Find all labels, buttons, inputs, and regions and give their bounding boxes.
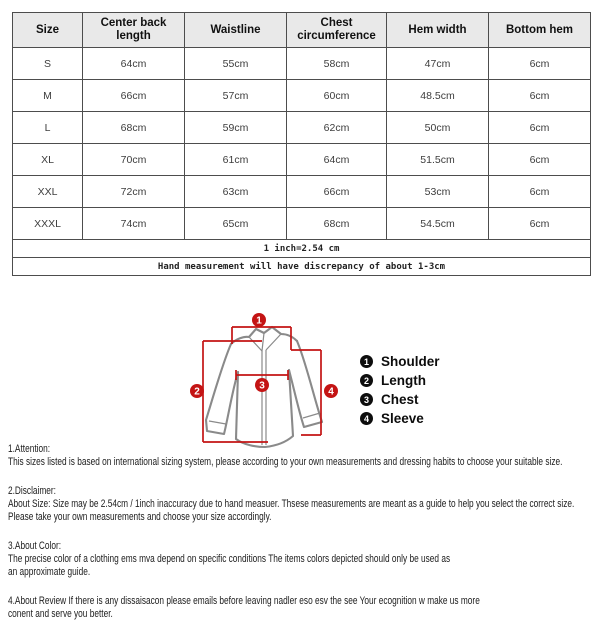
size-cell: XL [13,144,83,176]
legend-number-badge: 3 [360,393,373,406]
notes [8,443,600,621]
measure-cell: 6cm [489,112,591,144]
note-title: 3.About Color: [8,540,62,552]
legend-number-badge: 4 [360,412,373,425]
column-header: Chest circumference [287,13,387,48]
note-line: conent and serve you better. [8,608,113,620]
table-row [13,80,591,112]
note-section [8,595,600,621]
measure-cell: 63cm [185,176,287,208]
note-title: 1.Attention: [8,443,51,455]
size-table-container [12,12,590,276]
column-header: Waistline [185,13,287,48]
measure-cell: 66cm [287,176,387,208]
size-cell: XXXL [13,208,83,240]
measure-cell: 6cm [489,48,591,80]
note-line: This sizes listed is based on international sizing system, please according to your own measurements and dressing habits to choose your suitable size. [8,456,563,468]
table-footnote: 1 inch=2.54 cm [13,240,591,258]
measure-cell: 59cm [185,112,287,144]
table-row [13,176,591,208]
callout-4 [324,384,338,398]
measure-cell: 60cm [287,80,387,112]
svg-text:2: 2 [194,386,200,398]
size-table [12,12,591,276]
table-row [13,48,591,80]
measure-cell: 64cm [83,48,185,80]
measure-cell: 6cm [489,80,591,112]
legend-number-badge: 1 [360,355,373,368]
table-row [13,112,591,144]
measure-cell: 6cm [489,176,591,208]
callout-2 [190,384,204,398]
note-section [8,443,600,469]
note-title: 2.Disclaimer: [8,485,57,497]
measure-cell: 54.5cm [387,208,489,240]
measure-cell: 62cm [287,112,387,144]
table-footnote: Hand measurement will have discrepancy of about 1-3cm [13,258,591,276]
svg-text:1: 1 [256,315,262,327]
measure-cell: 50cm [387,112,489,144]
legend-item [360,352,440,371]
callout-1 [252,313,266,327]
column-header: Bottom hem [489,13,591,48]
measure-cell: 53cm [387,176,489,208]
measure-cell: 68cm [287,208,387,240]
note-line: an approximate guide. [8,566,91,578]
measure-cell: 64cm [287,144,387,176]
measure-cell: 68cm [83,112,185,144]
note-section [8,540,600,579]
measure-cell: 72cm [83,176,185,208]
measure-cell: 55cm [185,48,287,80]
table-footnote-row [13,240,591,258]
table-row [13,144,591,176]
svg-text:4: 4 [328,386,334,398]
measure-cell: 65cm [185,208,287,240]
measure-cell: 57cm [185,80,287,112]
measure-cell: 47cm [387,48,489,80]
note-line: The precise color of a clothing ems mva depend on specific conditions The items colors depicted should only be used as [8,553,451,565]
size-cell: M [13,80,83,112]
size-cell: L [13,112,83,144]
legend-label: Shoulder [381,354,440,369]
legend-number-badge: 2 [360,374,373,387]
legend-item [360,371,440,390]
column-header: Hem width [387,13,489,48]
table-header-row [13,13,591,48]
table-row [13,208,591,240]
svg-text:3: 3 [259,380,265,392]
note-section [8,485,600,524]
shirt-measure-diagram [178,306,350,456]
measure-cell: 61cm [185,144,287,176]
column-header: Center back length [83,13,185,48]
callout-3 [255,378,269,392]
legend-item [360,409,440,428]
measure-cell: 48.5cm [387,80,489,112]
legend-item [360,390,440,409]
note-line: Please take your own measurements and choose your size accordingly. [8,511,272,523]
measure-cell: 6cm [489,208,591,240]
measure-cell: 6cm [489,144,591,176]
size-cell: S [13,48,83,80]
note-line: About Size: Size may be 2.54cm / 1inch inaccuracy due to hand measuer. Thsese measurements are meant as a guide to help you select the correct size. [8,498,575,510]
legend [360,352,440,428]
measure-cell: 74cm [83,208,185,240]
legend-label: Sleeve [381,411,424,426]
column-header: Size [13,13,83,48]
measure-cell: 70cm [83,144,185,176]
note-line: 4.About Review If there is any dissaisacon please emails before leaving nadler eso esv the see Your ecognition w make us more [8,595,480,607]
table-footnote-row [13,258,591,276]
measure-cell: 58cm [287,48,387,80]
legend-label: Length [381,373,426,388]
legend-label: Chest [381,392,419,407]
measure-cell: 66cm [83,80,185,112]
measure-cell: 51.5cm [387,144,489,176]
size-cell: XXL [13,176,83,208]
